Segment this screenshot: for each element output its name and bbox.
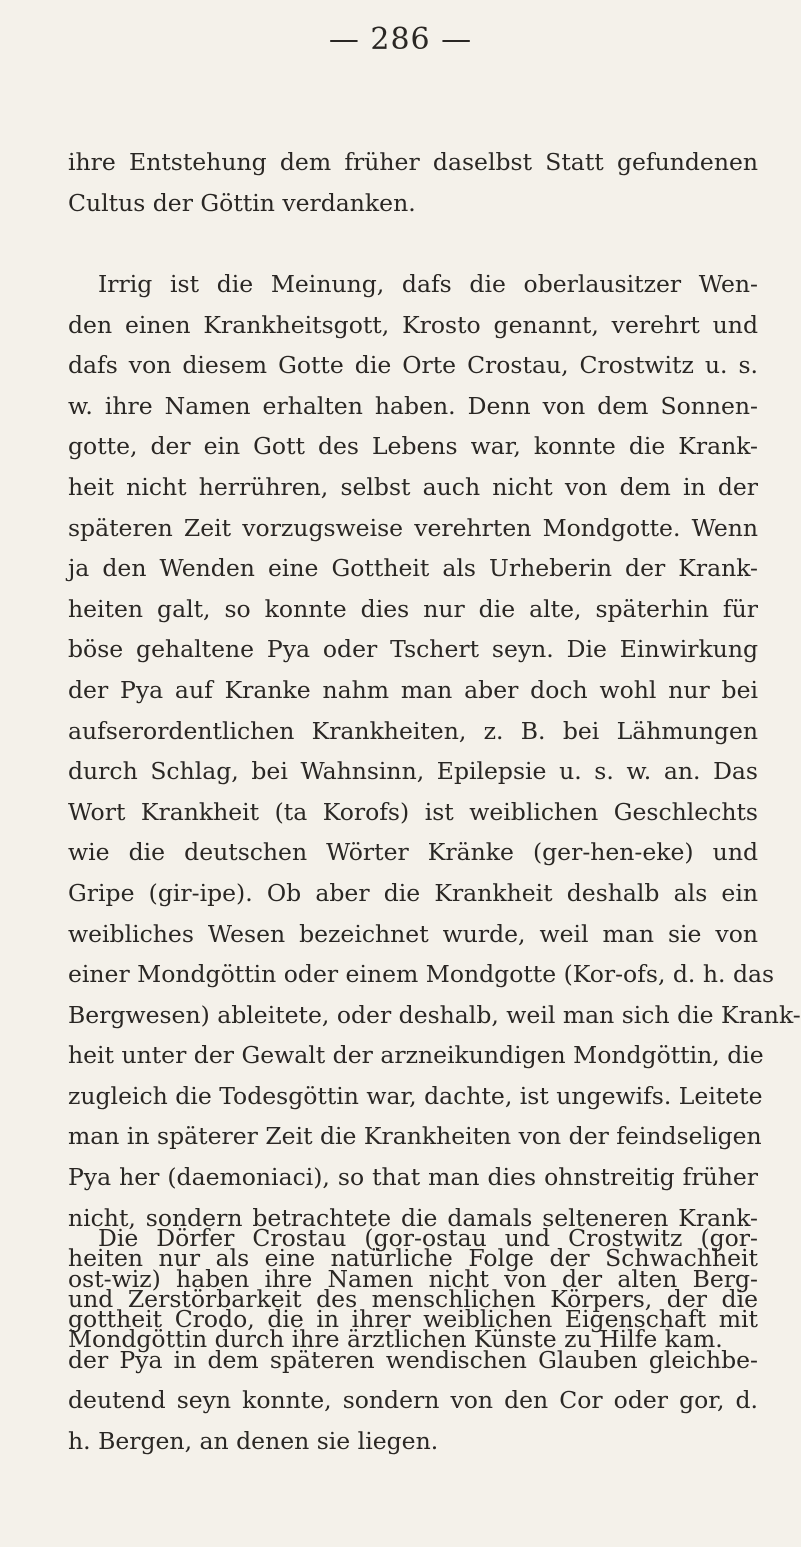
text-line: einer Mondgöttin oder einem Mondgotte (Kor-ofs, d. h. das bbox=[68, 960, 775, 989]
text-line: gotte, der ein Gott des Lebens war, konnte die Krank- bbox=[68, 432, 758, 461]
text-line: heiten galt, so konnte dies nur die alte, späterhin für bbox=[68, 594, 758, 623]
text-line: weibliches Wesen bezeichnet wurde, weil man sie von bbox=[68, 919, 758, 948]
text-line: der Pya in dem späteren wendischen Glauben gleichbe- bbox=[68, 1345, 758, 1374]
text-line: Wort Krankheit (ta Korofs) ist weiblichen Geschlechts bbox=[68, 797, 758, 826]
text-line: aufserordentlichen Krankheiten, z. B. bei Lähmungen bbox=[68, 716, 758, 745]
text-line: Mondgöttin durch ihre ärztlichen Künste zu Hilfe kam. bbox=[68, 1325, 723, 1354]
text-line: der Pya auf Kranke nahm man aber doch wohl nur bei bbox=[68, 675, 758, 704]
paragraph-3 bbox=[68, 1218, 758, 1462]
text-line: w. ihre Namen erhalten haben. Denn von dem Sonnen- bbox=[68, 391, 758, 420]
text-line: dafs von diesem Gotte die Orte Crostau, Crostwitz u. s. bbox=[68, 351, 758, 380]
text-line: und Zerstörbarkeit des menschlichen Körpers, der die bbox=[68, 1284, 758, 1313]
text-line: nicht, sondern betrachtete die damals selteneren Krank- bbox=[68, 1203, 758, 1232]
text-line: deutend seyn konnte, sondern von den Cor oder gor, d. bbox=[68, 1386, 758, 1415]
page-number: — 286 — bbox=[328, 22, 473, 57]
text-line: gottheit Crodo, die in ihrer weiblichen Eigenschaft mit bbox=[68, 1305, 758, 1334]
text-line: ja den Wenden eine Gottheit als Urheberin der Krank- bbox=[68, 554, 758, 583]
text-line: ihre Entstehung dem früher daselbst Statt gefundenen bbox=[68, 148, 758, 176]
text-line: wie die deutschen Wörter Kränke (ger-hen-eke) und bbox=[68, 838, 758, 867]
text-line: zugleich die Todesgöttin war, dachte, ist ungewifs. Leitete bbox=[68, 1081, 763, 1110]
text-line: heiten nur als eine natürliche Folge der Schwachheit bbox=[68, 1244, 758, 1273]
text-line: man in späterer Zeit die Krankheiten von der feindseligen bbox=[68, 1122, 762, 1151]
text-line: durch Schlag, bei Wahnsinn, Epilepsie u. s. w. an. Das bbox=[68, 757, 758, 786]
text-line: Cultus der Göttin verdanken. bbox=[68, 188, 416, 217]
text-line: Irrig ist die Meinung, dafs die oberlausitzer Wen- bbox=[98, 270, 758, 298]
paragraph-2 bbox=[68, 264, 801, 1360]
paragraph-1 bbox=[68, 142, 758, 223]
text-line: Gripe (gir-ipe). Ob aber die Krankheit deshalb als ein bbox=[68, 878, 758, 907]
text-line: heit unter der Gewalt der arzneikundigen Mondgöttin, die bbox=[68, 1041, 764, 1070]
text-line: den einen Krankheitsgott, Krosto genannt, verehrt und bbox=[68, 310, 758, 339]
text-line: Bergwesen) ableitete, oder deshalb, weil man sich die Krank- bbox=[68, 1000, 801, 1029]
text-line: ost-wiz) haben ihre Namen nicht von der alten Berg- bbox=[68, 1264, 758, 1293]
text-line: böse gehaltene Pya oder Tschert seyn. Die Einwirkung bbox=[68, 635, 758, 664]
text-line: Die Dörfer Crostau (gor-ostau und Crostwitz (gor- bbox=[98, 1224, 758, 1252]
text-line: Pya her (daemoniaci), so that man dies ohnstreitig früher bbox=[68, 1163, 758, 1192]
text-line: heit nicht herrühren, selbst auch nicht von dem in der bbox=[68, 472, 758, 501]
text-line: h. Bergen, an denen sie liegen. bbox=[68, 1426, 439, 1455]
text-line: späteren Zeit vorzugsweise verehrten Mondgotte. Wenn bbox=[68, 513, 758, 542]
